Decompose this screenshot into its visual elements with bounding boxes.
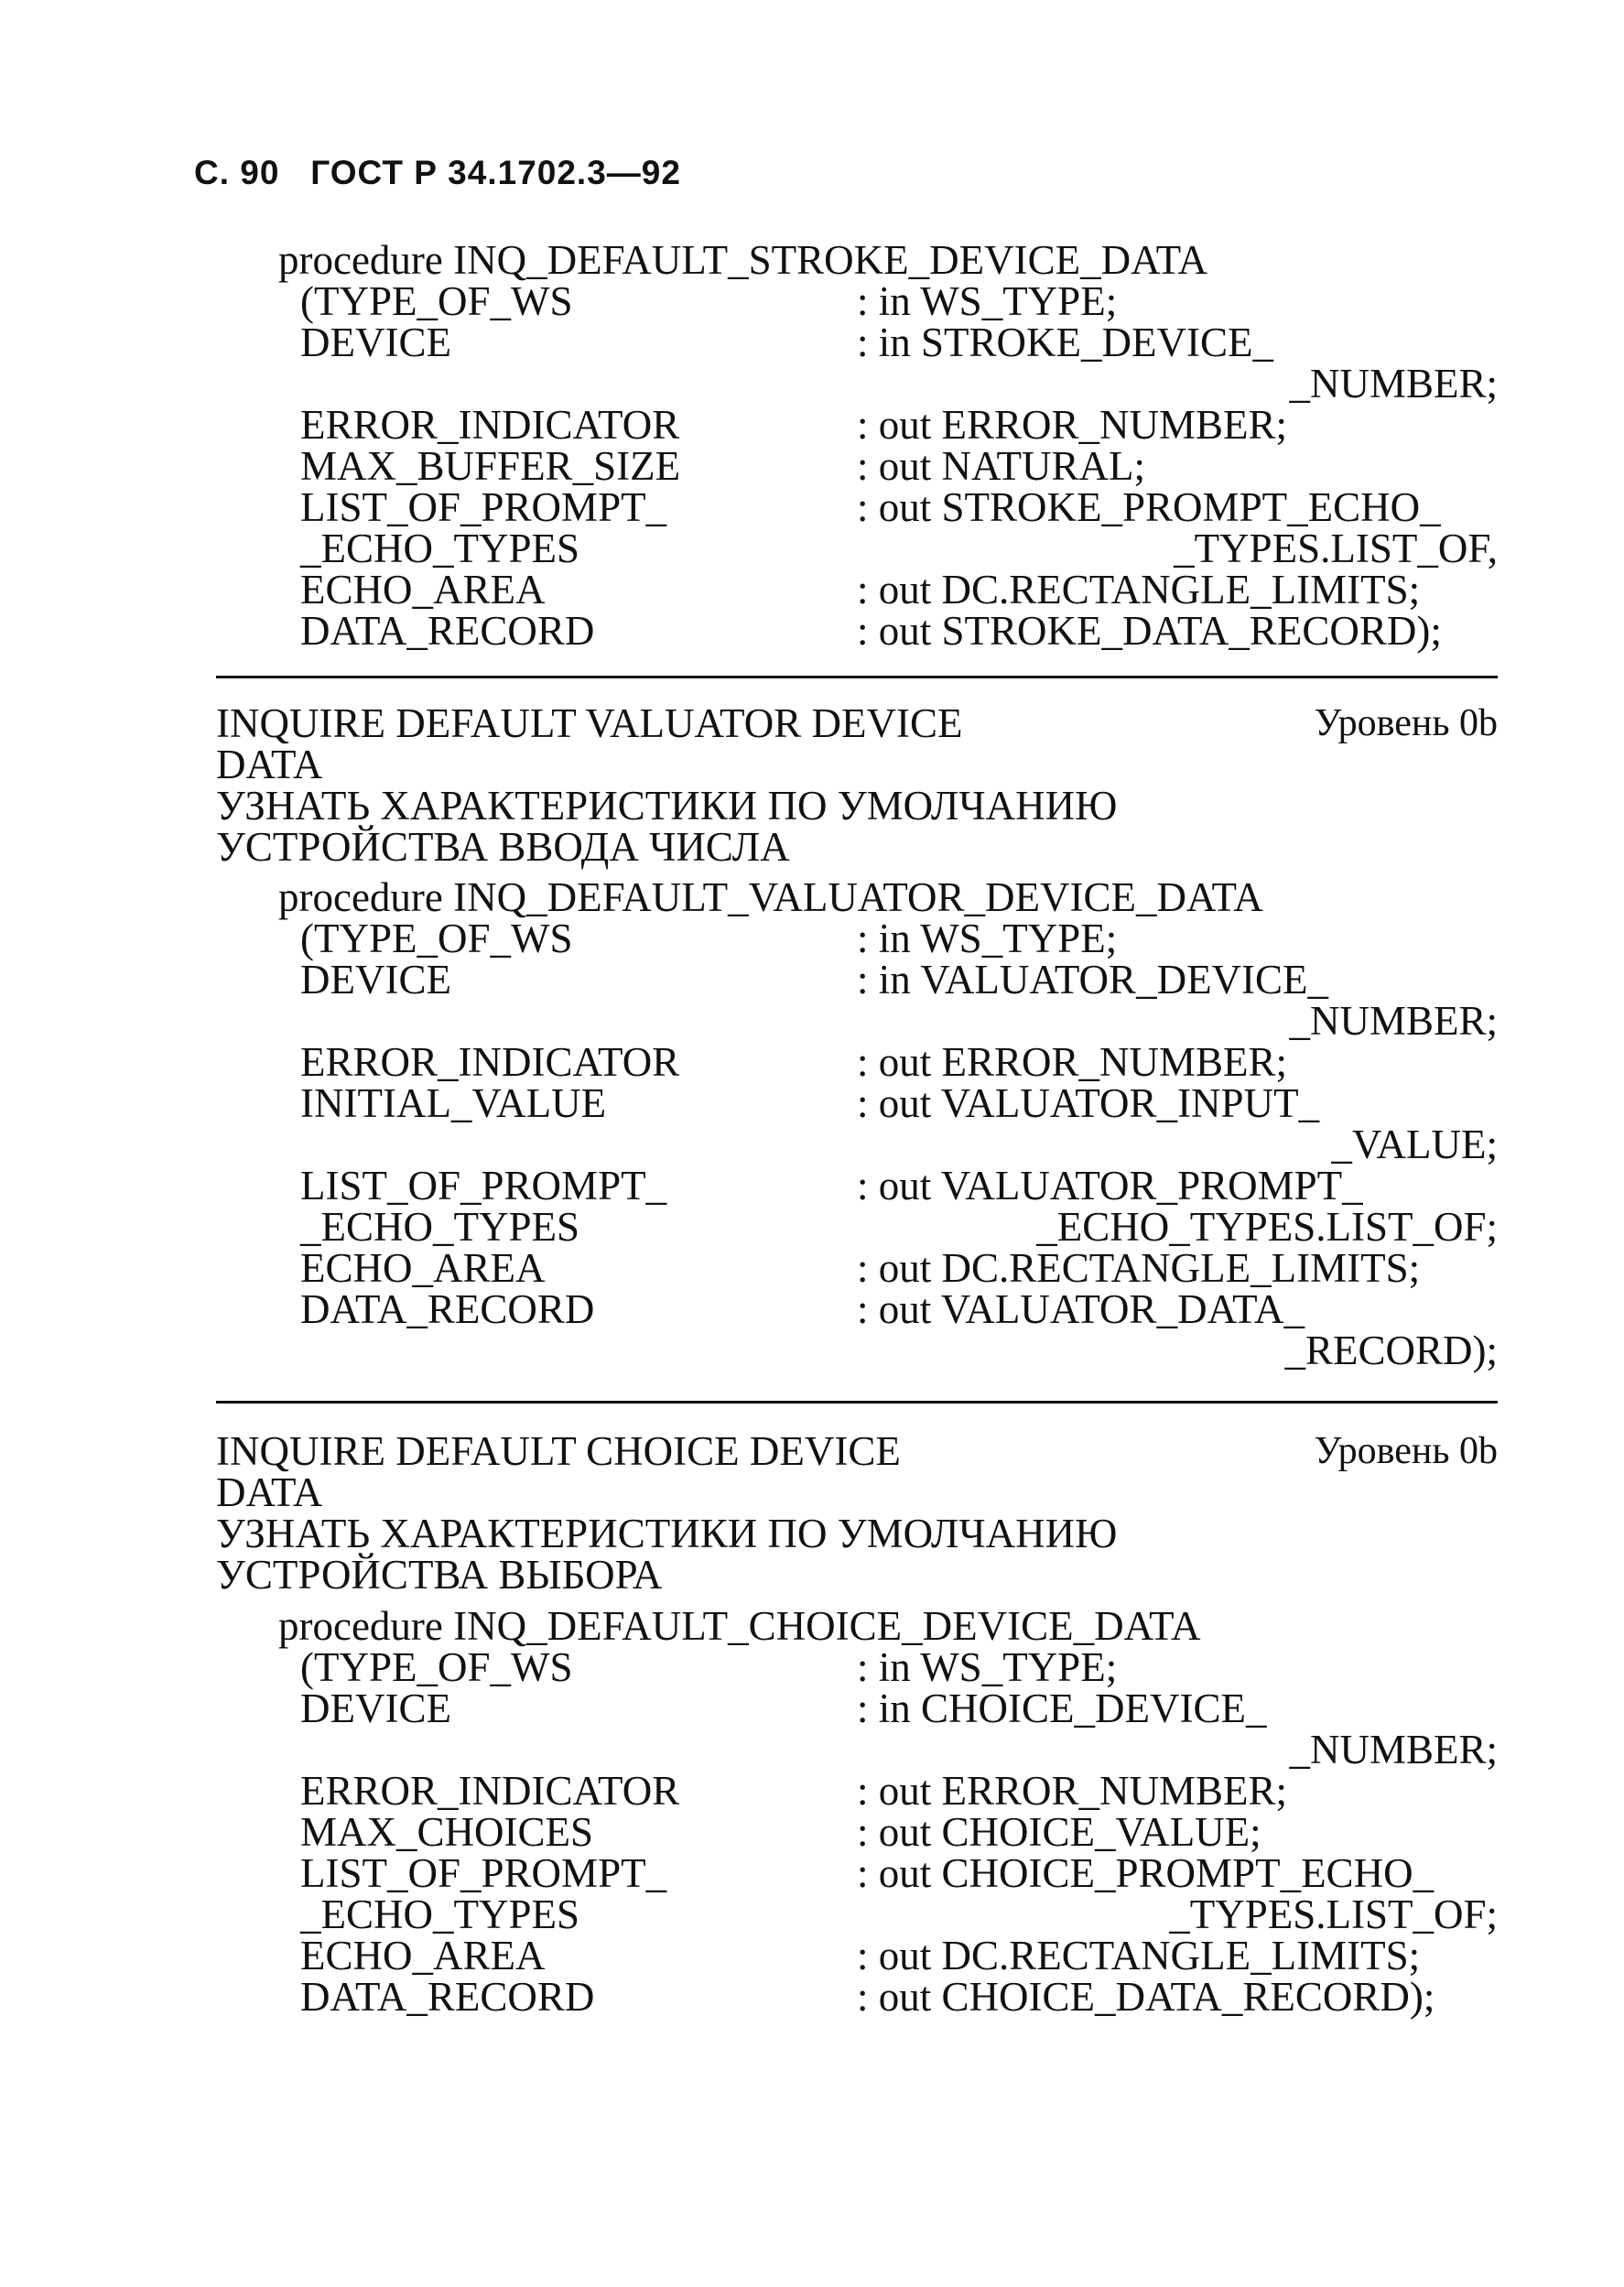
parameter-name: (TYPE_OF_WS: [300, 916, 573, 961]
parameter-type: : out CHOICE_VALUE;: [857, 1809, 1261, 1855]
parameter-type-continuation: _VALUE;: [1331, 1122, 1498, 1167]
section-divider: [216, 1401, 1498, 1404]
parameter-row: [216, 1729, 1498, 1771]
parameter-row: [216, 569, 1498, 611]
parameter-type: : out VALUATOR_DATA_: [857, 1286, 1305, 1332]
parameter-row: [216, 608, 1498, 654]
parameter-row: [216, 443, 1498, 489]
parameter-type: : out DC.RECTANGLE_LIMITS;: [857, 1245, 1421, 1291]
procedure-signature: procedure INQ_DEFAULT_STROKE_DEVICE_DATA: [278, 237, 1208, 283]
parameter-row: [216, 1124, 1498, 1165]
parameter-row: [216, 363, 1498, 405]
parameter-name: LIST_OF_PROMPT_: [300, 1163, 667, 1209]
parameter-name: LIST_OF_PROMPT_: [300, 1850, 667, 1896]
parameter-name: ECHO_AREA: [300, 1933, 546, 1978]
parameter-name: MAX_CHOICES: [300, 1809, 594, 1855]
section-divider: [216, 676, 1498, 678]
level-label: Уровень 0b: [1314, 1430, 1498, 1472]
parameter-type-continuation: _ECHO_TYPES.LIST_OF;: [1036, 1204, 1498, 1250]
parameter-type-continuation: _RECORD);: [1284, 1328, 1498, 1373]
parameter-row: [216, 1286, 1498, 1332]
parameter-type: : in STROKE_DEVICE_: [857, 320, 1273, 365]
function-title-ru: УЗНАТЬ ХАРАКТЕРИСТИКИ ПО УМОЛЧАНИЮ: [216, 783, 1118, 829]
parameter-type: : out DC.RECTANGLE_LIMITS;: [857, 567, 1421, 612]
parameter-name: _ECHO_TYPES: [300, 1891, 580, 1937]
parameter-type: : out ERROR_NUMBER;: [857, 1039, 1288, 1085]
function-title-en-cont: DATA: [216, 742, 323, 787]
parameter-row: [216, 1809, 1498, 1855]
parameter-row: [216, 1330, 1498, 1371]
page-header: С. 90 ГОСТ Р 34.1702.3—92: [194, 154, 681, 191]
function-title-ru: УЗНАТЬ ХАРАКТЕРИСТИКИ ПО УМОЛЧАНИЮ: [216, 1511, 1118, 1556]
parameter-name: ECHO_AREA: [300, 567, 546, 612]
parameter-row: [216, 1165, 1498, 1207]
parameter-row: [216, 1974, 1498, 2020]
parameter-row: [216, 959, 1498, 1001]
function-title-en: INQUIRE DEFAULT CHOICE DEVICE: [216, 1428, 901, 1474]
parameter-name: LIST_OF_PROMPT_: [300, 484, 667, 530]
parameter-type: : in WS_TYPE;: [857, 916, 1118, 961]
parameter-name: ECHO_AREA: [300, 1245, 546, 1291]
parameter-name: DEVICE: [300, 320, 451, 365]
function-title-en: INQUIRE DEFAULT VALUATOR DEVICE: [216, 700, 963, 746]
parameter-type: : out VALUATOR_INPUT_: [857, 1080, 1320, 1126]
parameter-type: : out VALUATOR_PROMPT_: [857, 1163, 1363, 1209]
parameter-row: [216, 1685, 1498, 1731]
parameter-name: DATA_RECORD: [300, 608, 595, 654]
parameter-row: [216, 1768, 1498, 1814]
function-title-ru-cont: УСТРОЙСТВА ВВОДА ЧИСЛА: [216, 824, 790, 870]
parameter-row: [216, 278, 1498, 324]
parameter-type: : in WS_TYPE;: [857, 1644, 1118, 1690]
parameter-name: INITIAL_VALUE: [300, 1080, 607, 1126]
parameter-type: : out NATURAL;: [857, 443, 1145, 489]
parameter-name: ERROR_INDICATOR: [300, 402, 680, 448]
parameter-type: : in VALUATOR_DEVICE_: [857, 957, 1329, 1003]
parameter-type: : out CHOICE_PROMPT_ECHO_: [857, 1850, 1435, 1896]
parameter-row: [216, 402, 1498, 448]
parameter-name: ERROR_INDICATOR: [300, 1039, 680, 1085]
parameter-type: : in WS_TYPE;: [857, 278, 1118, 324]
parameter-type: : out ERROR_NUMBER;: [857, 1768, 1288, 1814]
parameter-name: MAX_BUFFER_SIZE: [300, 443, 681, 489]
parameter-name: _ECHO_TYPES: [300, 1204, 580, 1250]
parameter-row: [216, 1204, 1498, 1250]
parameter-row: [216, 1245, 1498, 1291]
parameter-name: (TYPE_OF_WS: [300, 1644, 573, 1690]
parameter-name: _ECHO_TYPES: [300, 526, 580, 571]
parameter-row: [216, 1644, 1498, 1690]
parameter-row: [216, 1080, 1498, 1126]
function-title-ru-cont: УСТРОЙСТВА ВЫБОРА: [216, 1552, 663, 1598]
parameter-type-continuation: _TYPES.LIST_OF,: [1174, 526, 1498, 571]
parameter-type-continuation: _TYPES.LIST_OF;: [1169, 1891, 1498, 1937]
parameter-row: [216, 1935, 1498, 1977]
parameter-type: : out DC.RECTANGLE_LIMITS;: [857, 1933, 1421, 1978]
parameter-type: : out CHOICE_DATA_RECORD);: [857, 1974, 1435, 2020]
parameter-name: DEVICE: [300, 957, 451, 1003]
parameter-type: : out ERROR_NUMBER;: [857, 402, 1288, 448]
parameter-type: : in CHOICE_DEVICE_: [857, 1685, 1267, 1731]
function-title-en-cont: DATA: [216, 1469, 323, 1515]
parameter-row: [216, 918, 1498, 959]
parameter-name: DATA_RECORD: [300, 1286, 595, 1332]
parameter-row: [216, 528, 1498, 569]
procedure-signature: procedure INQ_DEFAULT_VALUATOR_DEVICE_DATA: [278, 874, 1263, 920]
parameter-row: [216, 1891, 1498, 1937]
parameter-name: (TYPE_OF_WS: [300, 278, 573, 324]
parameter-row: [216, 998, 1498, 1044]
parameter-name: ERROR_INDICATOR: [300, 1768, 680, 1814]
parameter-row: [216, 484, 1498, 530]
parameter-row: [216, 322, 1498, 363]
parameter-type-continuation: _NUMBER;: [1289, 998, 1498, 1044]
level-label: Уровень 0b: [1314, 702, 1498, 744]
parameter-name: DATA_RECORD: [300, 1974, 595, 2020]
parameter-type: : out STROKE_PROMPT_ECHO_: [857, 484, 1441, 530]
parameter-name: DEVICE: [300, 1685, 451, 1731]
parameter-type-continuation: _NUMBER;: [1289, 1727, 1498, 1772]
procedure-signature: procedure INQ_DEFAULT_CHOICE_DEVICE_DATA: [278, 1603, 1201, 1649]
parameter-row: [216, 1039, 1498, 1085]
parameter-type-continuation: _NUMBER;: [1289, 361, 1498, 406]
parameter-type: : out STROKE_DATA_RECORD);: [857, 608, 1442, 654]
parameter-row: [216, 1850, 1498, 1896]
